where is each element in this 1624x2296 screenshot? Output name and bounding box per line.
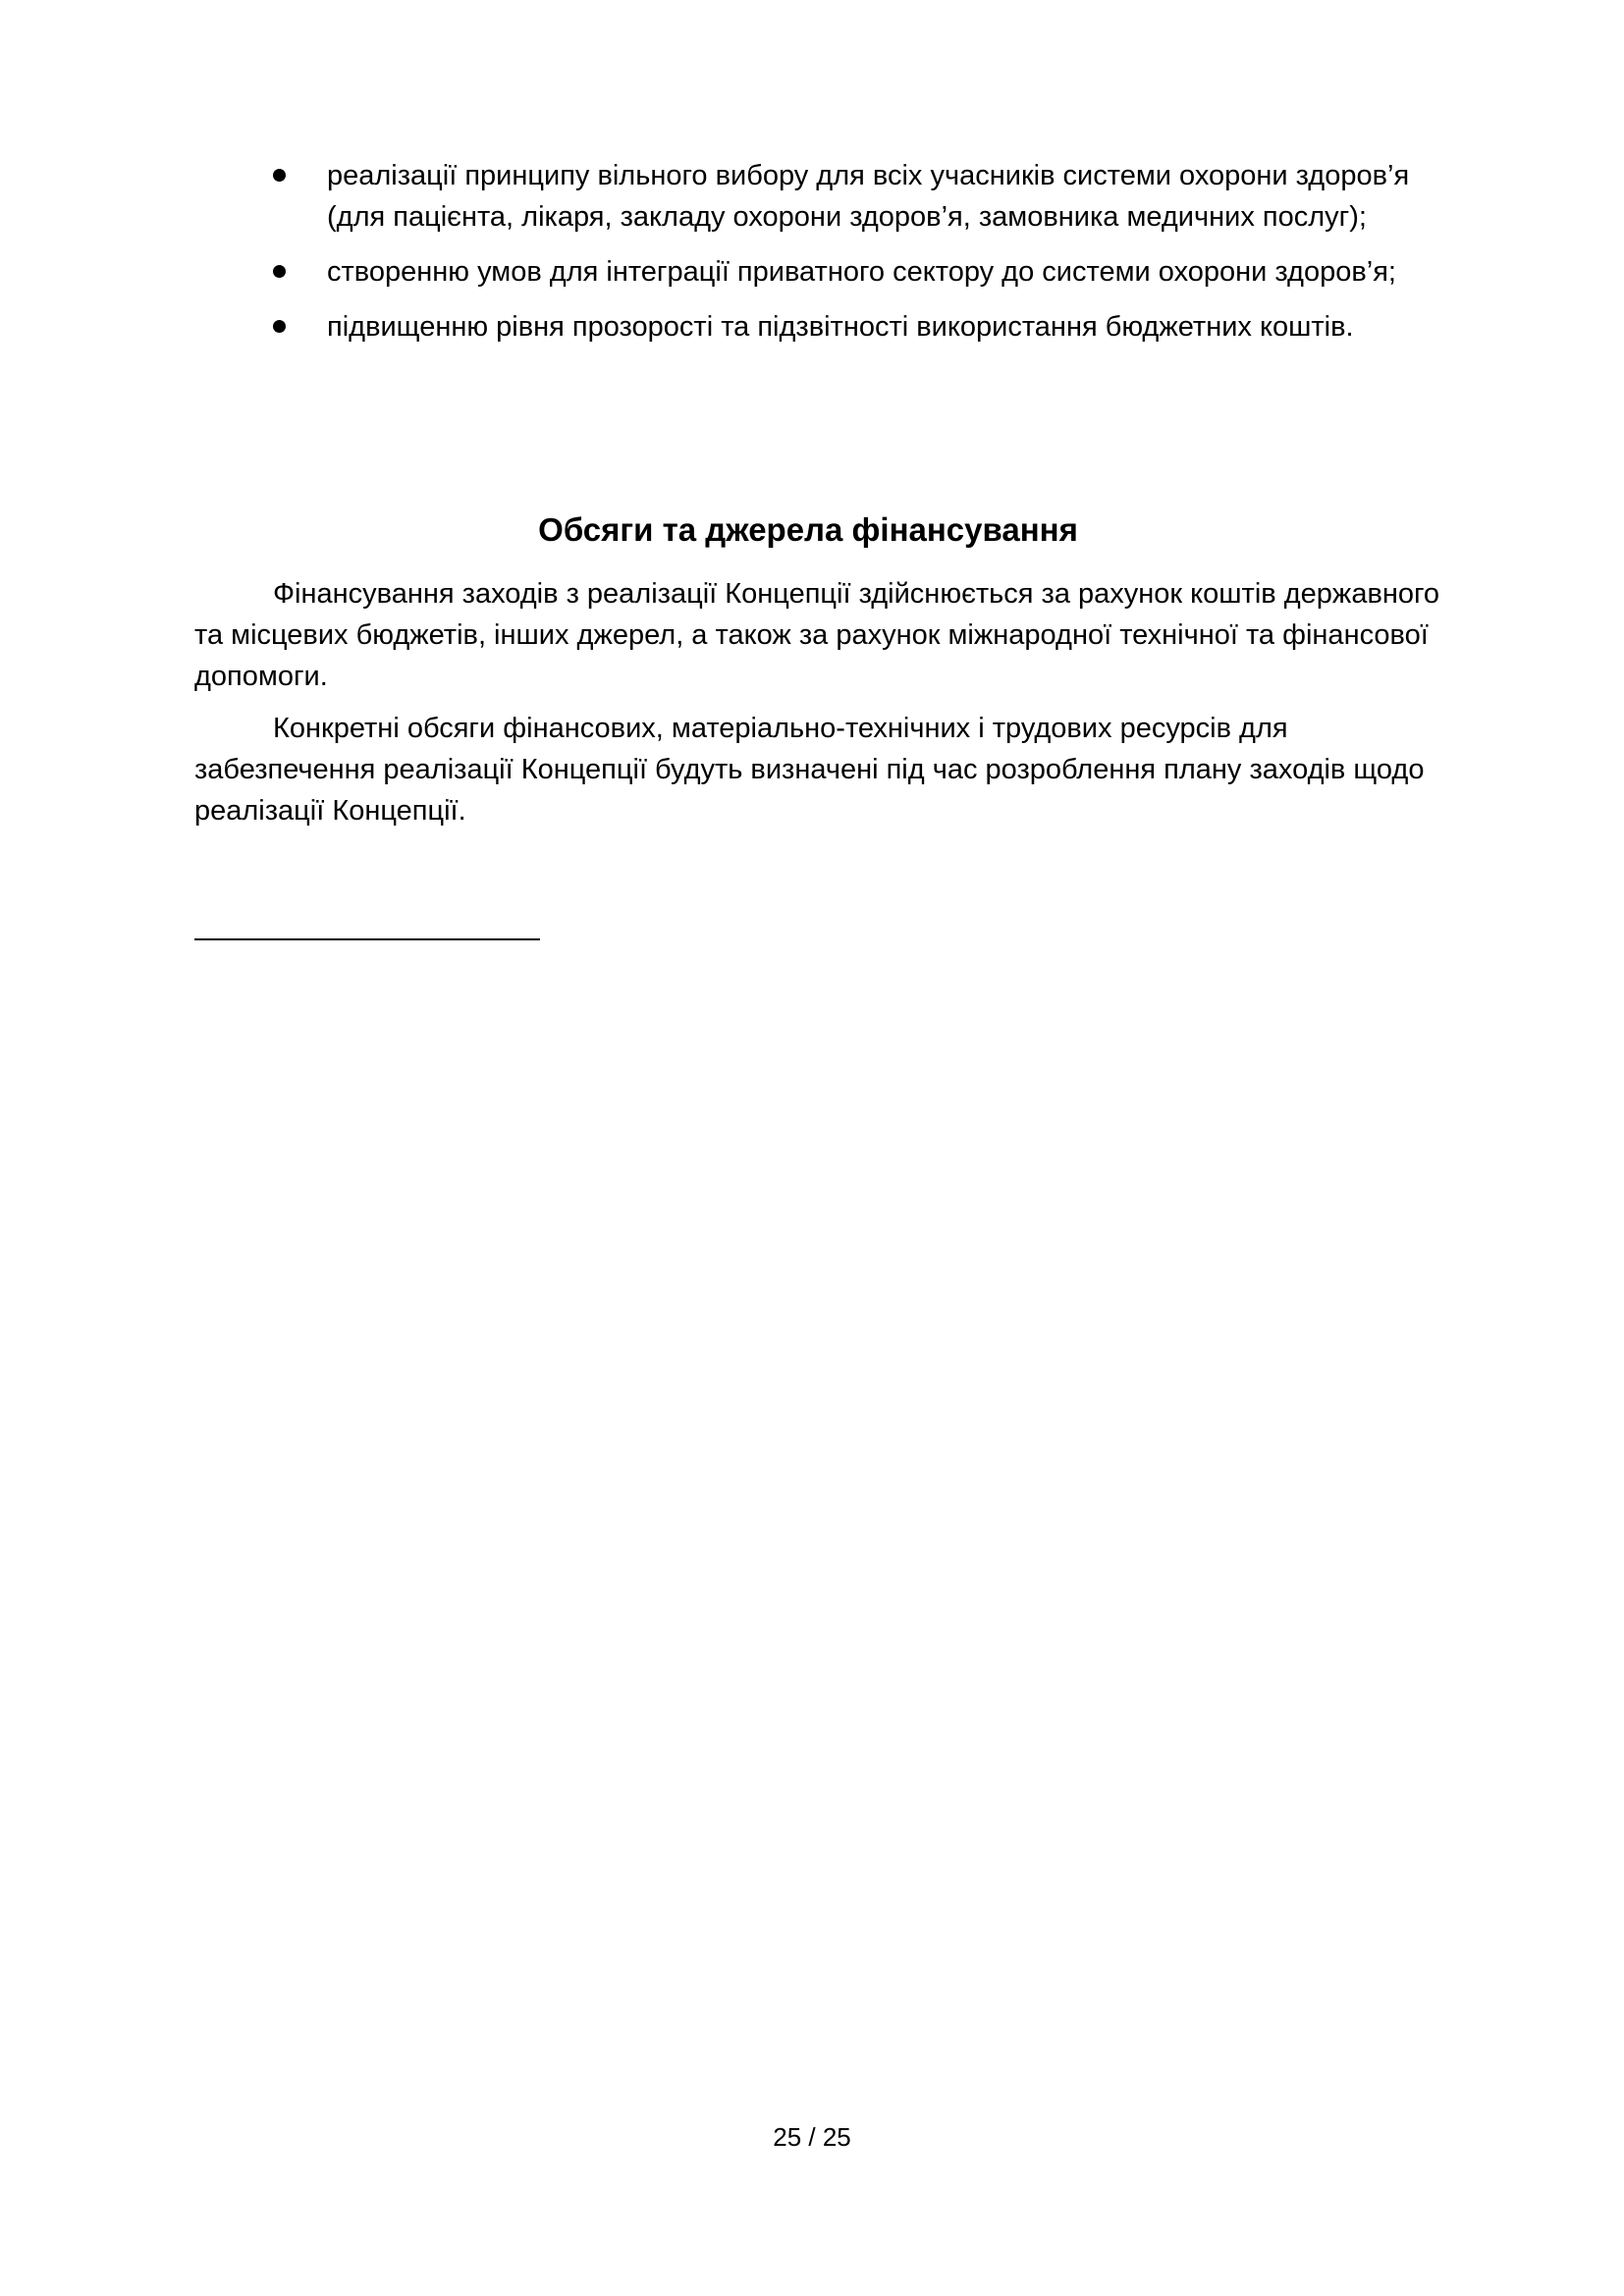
- list-item: [194, 155, 1451, 238]
- bullet-list: [194, 155, 1451, 361]
- paragraph-financing-sources: Фінансування заходів з реалізації Концепції здійснюється за рахунок коштів державного та місцевих бюджетів, інших джерел, а також за рахунок міжнародної технічної та фінансової допомоги.: [194, 578, 1440, 692]
- paragraph-resource-volumes: Конкретні обсяги фінансових, матеріально-технічних і трудових ресурсів для забезпечення реалізації Концепції будуть визначені під час розроблення плану заходів щодо реалізації Концепції.: [194, 713, 1425, 827]
- list-item-text: підвищенню рівня прозорості та підзвітності використання бюджетних коштів.: [327, 311, 1354, 343]
- section-heading: Обсяги та джерела фінансування: [538, 511, 1078, 548]
- page-number: 25 / 25: [773, 2122, 851, 2152]
- list-item-text: створенню умов для інтеграції приватного сектору до системи охорони здоров’я;: [327, 256, 1396, 288]
- bullet-icon: [273, 265, 286, 278]
- list-item-text: реалізації принципу вільного вибору для всіх учасників системи охорони здоров’я (для пацієнта, лікаря, закладу охорони здоров’я, замовника медичних послуг);: [327, 160, 1410, 233]
- bullet-icon: [273, 169, 286, 182]
- end-divider: [194, 938, 540, 940]
- bullet-icon: [273, 320, 286, 333]
- list-item: [194, 251, 1451, 293]
- list-item: [194, 306, 1451, 347]
